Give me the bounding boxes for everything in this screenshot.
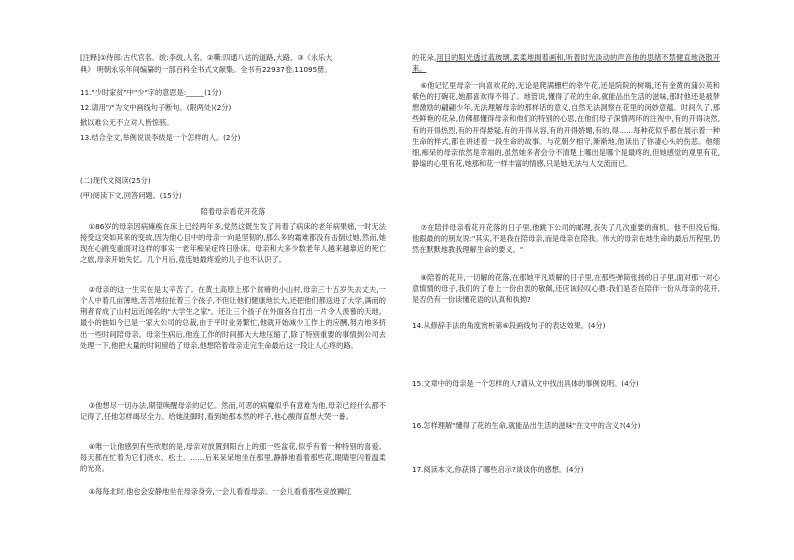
question-16: 16.怎样理解"懂得了花的生命,就能品出生活的滋味"在文中的含义?(4分) (412, 421, 641, 430)
paragraph-7: ⑦在陪伴母亲看花开花落的日子里,他跳下公司的邮理,丧失了几次重要的商机。他不但没后悔,他跟最的的朋友说:"其实,不是我在陪母亲,而是母亲在陪我。伟大的母亲在地生命的最后历程里,仍然在默默地教我理解生命的要义。" (412, 223, 720, 255)
paragraph-5: ⑤每每北时,他也会安静地坐在母亲身旁,一会儿看看母亲。一会儿看看那些竞放狮红 (88, 487, 352, 496)
annotation-line-2: 典》 明朝永乐年间编纂的一部百科全书式文献集。全书有22937卷,11095册。 (80, 65, 332, 74)
paragraph-6: ⑥他记忆里母亲一向喜欢花的,无论是爬满栅栏的牵牛花,还是院院的树嗨,还有金黄的蒲公英和紫色的打碗花,她都喜欢得不得了。地管说,懂得了花的生命,就能品出生活的滋味,那时他还是被梦想激励的翩翩少年,无法理解母亲的那样话的意义,自然无法洞察在花里的闵妙意蕴。时间久了,那些鲜艳的花朵,仿佛都懂得母亲和他们的特别的心思,在他们母子深情两环的注视中,有的开得决然,有的开得热烈,有的开得悬疑,有的开得从容,有的开得娇媚,有的,得……每种花似乎都在展示着一种生命的样式,都在讲述着一段生命的故事。与花朝夕相守,渐渐地,他读出了你凄心头的伤悲。他细细,痴呆的母亲依然是幸福的,虽然她多者会分不清楚上哪出是哪个是最疼的,但她感觉的观里有花,静谧的心里有花,她那和花一样丰富的情感,只是她无法与人交流而已。 (412, 81, 720, 169)
annotation-line-1: [注释]①侍郎:古代官名。绂:李绂,人名。②嘶:四通八达的道路,大路。③《永乐大 (80, 53, 333, 62)
sub-section-title: (甲)阅读下文,回答问题。(15分) (80, 191, 182, 200)
question-15: 15.文章中的母亲是一个怎样的人?请从文中找出具体的事例说明。(4分) (412, 379, 639, 388)
section-title: (二)现代文阅读(25分) (80, 176, 151, 185)
paragraph-5-continued (412, 52, 720, 74)
question-17: 17.阅读本文,你获得了哪些启示?谈谈你的感想。(4分) (412, 465, 584, 474)
question-12-sentence: 掀以难公无不立对人皆惊骇。 (80, 118, 174, 127)
paragraph-8: ⑧陪着的花开,一切解的花落,在那她平凡质解的日子里,在那些弹简张扬的日子里,面对那一对心意慎情的母子,我们的了卷上一份由衷的敬佩,还应该轻叹心鼎:我们是否在陪伴一份从母亲的花开,是否仍有一份读懂花语的认真和执拗? (412, 273, 720, 305)
paragraph-5-text: 的花朵, (412, 53, 437, 62)
question-13: 13.结合全文,举例说说李绂是一个怎样的人。(2分) (80, 133, 241, 142)
paragraph-2: ②母亲的这一生实在是太辛苦了。在黄土高原上那个贫瘠的小山村,母亲三十五岁失去丈夫,一个人中着几亩薄地,苦苦地拉扯着三个孩子,不但让他们健康地长大,还把他们都送进了大学,满而的荆者育成了山村远近闻名的"大学生之家"。还让三个孩子在外面各自打出一片令人羡慕的天地。最小的他如今已是一家大公司的总裁,由于平时业务繁忙,他就开始减少工作上的应酬,努力地多挤出一些时间陪母亲。母亲生病后,他连工作的时间都大大地压缩了,除了特别重要的事情到公司去处理一下,他把大量的时间留给了母亲,他想陪着母亲走完生命最后这一段让人心疼的路。 (80, 285, 386, 350)
question-12: 12.请用"/"为文中画线句子断句。(限两处)(2分) (80, 103, 232, 112)
question-11: 11."少时家贫"中"少"字的意思是:_____(1分) (80, 88, 222, 97)
underlined-sentence: 用目的阳光透过蓝玻璃,柔柔地拥着画和,听着时光淡动的声音他的思绪不禁健直地浇散开来。 (412, 53, 720, 74)
paragraph-4: ④唯一让他感到有些欣慰的是,母亲对放置到阳台上的那一些盆花,似乎有着一种特别的喜爱。每天都在忙着为它们浇水、松土、……后来呆呆地坐在那里,静静地看着那些花,眼睛里闪着温柔的光亮。 (80, 442, 386, 474)
paragraph-1: ①86岁的母亲因病瘫痪在床上已经两年多,党然这既生发了肖着了病床的老年病果痛,一时无法接受这突如其来的变故,因为他心目中的母亲一向是坚韧的,那么多的霜难都没有击倒过她,然而,她现在心跳变重面对这样的事实一老年痴呆症终日卧床。母亲和大多少数老年人越来越靠近的死亡之旅,母亲开始失忆。几个月后,竟连她最疼爱的儿子也不认识了。 (80, 222, 386, 265)
paragraph-3: ③他想尽一切办法,期望唤醒母亲的记忆。然而,可恶的病魔似乎有意难为他,母亲已经什么都不记得了,任他怎样竭尽全力。给她洗脚时,看到她那本然的样子,他心酸得直想大哭一番。 (80, 401, 386, 422)
question-14: 14.从修辞手法的角度赏析第⑥段画线句子的表达效果。(4分) (412, 321, 606, 330)
article-title: 陪着母亲看花开花落 (200, 207, 266, 216)
